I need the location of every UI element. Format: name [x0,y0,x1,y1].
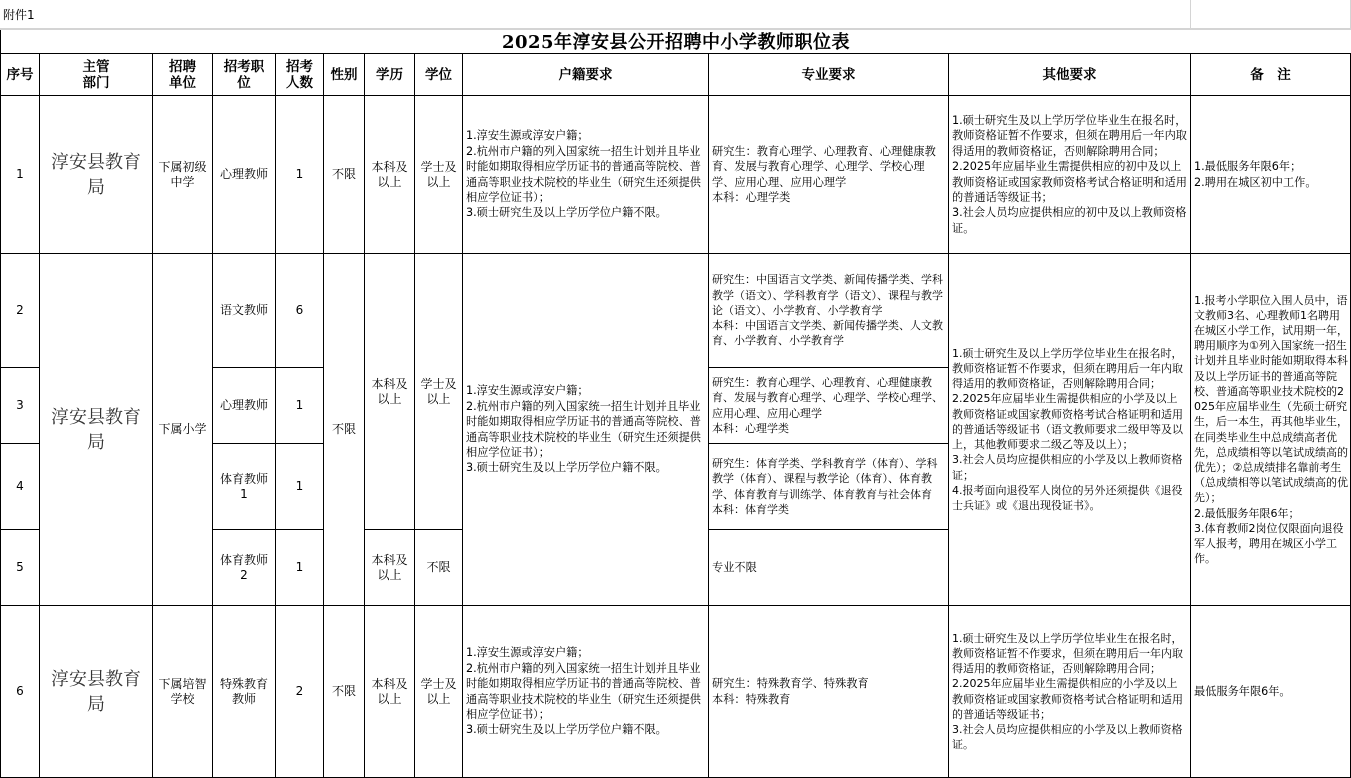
other-value: 1.硕士研究生及以上学历学位毕业生在报名时，教师资格证暂不作要求，但须在聘用后一年内取得适用的教师资格证，否则解除聘用合同； 2.2025年应届毕业生需提供相应的小学及以上教师资格证或国家教师资格考试合格证明和适用的普通话等级证书（语文教师要求二级甲等及以上，其他教师要求二级乙等及以上）； 3.社会人员均应提供相应的小学及以上教师资格证； 4.报考面向退役军人岗位的另外还须提供《退役士兵证》或《退出现役证书》。 [952,346,1183,512]
seq-value: 2 [16,303,24,317]
header-degree [415,54,463,96]
gender-value: 不限 [331,684,356,698]
remark-value: 1.最低服务年限6年； 2.聘用在城区初中工作。 [1194,160,1317,189]
major-value: 研究生：体育学类、学科教育学（体育）、学科教学（体育）、课程与教学论（体育）、体育教学、体育教育与训练学、体育教育与社会体育 本科：体育学类 [712,457,938,516]
header-major [709,54,949,96]
education-value: 本科及以上 [371,676,408,706]
remark-cell [1191,96,1351,254]
unit-value: 下属小学 [158,422,207,436]
dept-value: 淳安县教育局 [51,151,141,198]
gender-value: 不限 [331,422,356,436]
unit-cell [153,606,213,778]
unit-value: 下属初级中学 [158,159,207,189]
table-row-seq [0,368,40,444]
major-value: 研究生：特殊教育学、特殊教育 本科：特殊教育 [712,677,869,706]
degree-value: 学士及以上 [420,676,457,706]
other-cell [949,606,1191,778]
other-value: 1.硕士研究生及以上学历学位毕业生在报名时，教师资格证暂不作要求，但须在聘用后一年内取得适用的教师资格证，否则解除聘用合同； 2.2025年应届毕业生需提供相应的小学及以上教师资格证或国家教师资格考试合格证明和适用的普通话等级证书； 3.社会人员均应提供相应的小学及以上教师资格证。 [952,631,1183,752]
degree-cell [415,606,463,778]
header-seq-text: 序号 [6,66,34,83]
seq-value: 1 [16,167,24,181]
position-value: 特殊教育教师 [219,676,268,706]
seq-value: 5 [16,560,24,574]
education-value: 本科及以上 [371,376,408,406]
degree-cell [415,254,463,530]
header-other-text: 其他要求 [1042,66,1097,83]
degree-cell [415,530,463,606]
header-remark [1191,54,1351,96]
table-row-seq [0,96,40,254]
table-title [0,29,1351,54]
dept-value: 淳安县教育局 [51,406,141,453]
seq-value: 4 [16,479,24,493]
header-remark-text: 备 注 [1250,66,1291,83]
empty-cell [1190,0,1351,29]
position-value: 体育教师1 [219,471,268,501]
seq-value: 3 [16,398,24,412]
header-dept-text: 主管 部门 [82,58,110,91]
count-cell [276,254,324,368]
header-other [949,54,1191,96]
count-value: 1 [295,479,304,493]
dept-cell [40,254,153,606]
count-value: 1 [295,398,304,412]
header-degree-text: 学位 [425,66,452,83]
remark-cell [1191,606,1351,778]
dept-cell [40,606,153,778]
header-unit-text: 招聘 单位 [169,58,196,91]
position-cell [213,254,276,368]
hukou-cell [463,606,709,778]
major-value: 研究生：中国语言文学类、新闻传播学类、学科教学（语文）、学科教育学（语文）、课程与教学论（语文）、小学教育、小学教育学 本科：中国语言文学类、新闻传播学类、人文教育、小学教育、小学教育学 [712,273,943,348]
header-dept [40,54,153,96]
remark-cell [1191,254,1351,606]
degree-value: 学士及以上 [420,159,457,189]
count-cell [276,96,324,254]
major-cell [709,96,949,254]
header-count [276,54,324,96]
major-cell [709,530,949,606]
unit-value: 下属培智学校 [158,676,207,706]
education-cell [365,606,415,778]
header-hukou [463,54,709,96]
education-cell [365,254,415,530]
major-cell [709,254,949,368]
major-value: 研究生：教育心理学、心理教育、心理健康教育、发展与教育心理学、心理学、学校心理学、应用心理、应用心理学 本科：心理学类 [712,376,943,435]
count-cell [276,444,324,530]
table-row-seq [0,254,40,368]
count-cell [276,368,324,444]
remark-value: 1.报考小学职位入围人员中，语文教师3名、心理教师1名聘用在城区小学工作，试用期一年，聘用顺序为①列入国家统一招生计划并且毕业时能如期取得本科及以上学历证书的普通高等院校、普通高等职业技术院校的2025年应届毕业生（先硕士研究生，后一本生，再其他毕业生，在同类毕业生中总成绩高者优先，总成绩相等以笔试成绩高的优先）；②总成绩排名靠前考生（总成绩相等以笔试成绩高的优先）； 2.最低服务年限6年； 3.体育教师2岗位仅限面向退役军人报考，聘用在城区小学工作。 [1194,293,1348,566]
position-value: 心理教师 [219,167,268,181]
seq-value: 6 [16,684,24,698]
position-cell [213,530,276,606]
other-cell [949,96,1191,254]
header-count-text: 招考 人数 [286,58,313,91]
other-value: 1.硕士研究生及以上学历学位毕业生在报名时，教师资格证暂不作要求，但须在聘用后一年内取得适用的教师资格证，否则解除聘用合同； 2.2025年应届毕业生需提供相应的初中及以上教师资格证或国家教师资格考试合格证明和适用的普通话等级证书； 3.社会人员均应提供相应的初中及以上教师资格证。 [952,113,1187,235]
header-education-text: 学历 [376,66,403,83]
remark-value: 最低服务年限6年。 [1194,684,1291,698]
major-cell [709,368,949,444]
header-position [213,54,276,96]
gender-cell [324,254,365,606]
gender-value: 不限 [331,167,356,181]
major-cell [709,606,949,778]
gender-cell [324,96,365,254]
degree-cell [415,96,463,254]
header-gender-text: 性别 [330,66,358,83]
count-cell [276,530,324,606]
position-value: 语文教师 [219,303,268,317]
attachment-cell [0,0,1190,29]
header-position-text: 招考职 位 [223,58,265,91]
position-cell [213,368,276,444]
dept-cell [40,96,153,254]
position-value: 体育教师2 [219,552,268,582]
gender-cell [324,606,365,778]
count-value: 1 [295,167,304,181]
header-gender [324,54,365,96]
hukou-cell [463,254,709,606]
header-hukou-text: 户籍要求 [558,66,613,83]
major-value: 专业不限 [712,560,757,574]
table-row-seq [0,530,40,606]
hukou-value: 1.淳安生源或淳安户籍； 2.杭州市户籍的列入国家统一招生计划并且毕业时能如期取得相应学历证书的普通高等院校、普通高等职业技术院校的毕业生（研究生还须提供相应学位证书）； 3.硕士研究生及以上学历学位户籍不限。 [466,646,701,737]
degree-value: 不限 [426,560,451,574]
education-cell [365,96,415,254]
attachment-label: 附件1 [3,7,35,22]
header-unit [153,54,213,96]
count-value: 6 [295,303,304,317]
hukou-cell [463,96,709,254]
degree-value: 学士及以上 [420,376,457,406]
count-value: 1 [295,560,304,574]
header-seq [0,54,40,96]
count-value: 2 [295,684,304,698]
position-cell [213,606,276,778]
table-row-seq [0,444,40,530]
education-value: 本科及以上 [371,159,408,189]
header-education [365,54,415,96]
other-cell [949,254,1191,606]
title-text: 2025年淳安县公开招聘中小学教师职位表 [501,32,851,53]
hukou-value: 1.淳安生源或淳安户籍； 2.杭州市户籍的列入国家统一招生计划并且毕业时能如期取得相应学历证书的普通高等院校、普通高等职业技术院校的毕业生（研究生还须提供相应学位证书）； 3.硕士研究生及以上学历学位户籍不限。 [466,384,701,475]
header-major-text: 专业要求 [801,66,856,83]
education-value: 本科及以上 [371,552,408,582]
position-cell [213,96,276,254]
position-value: 心理教师 [219,398,268,412]
unit-cell [153,96,213,254]
position-cell [213,444,276,530]
table-row-seq [0,606,40,778]
major-cell [709,444,949,530]
education-cell [365,530,415,606]
unit-cell [153,254,213,606]
major-value: 研究生：教育心理学、心理教育、心理健康教育、发展与教育心理学、心理学、学校心理学、应用心理、应用心理学 本科：心理学类 [712,144,936,204]
dept-value: 淳安县教育局 [51,668,141,715]
hukou-value: 1.淳安生源或淳安户籍； 2.杭州市户籍的列入国家统一招生计划并且毕业时能如期取得相应学历证书的普通高等院校、普通高等职业技术院校的毕业生（研究生还须提供相应学位证书）； 3.硕士研究生及以上学历学位户籍不限。 [466,129,701,220]
count-cell [276,606,324,778]
